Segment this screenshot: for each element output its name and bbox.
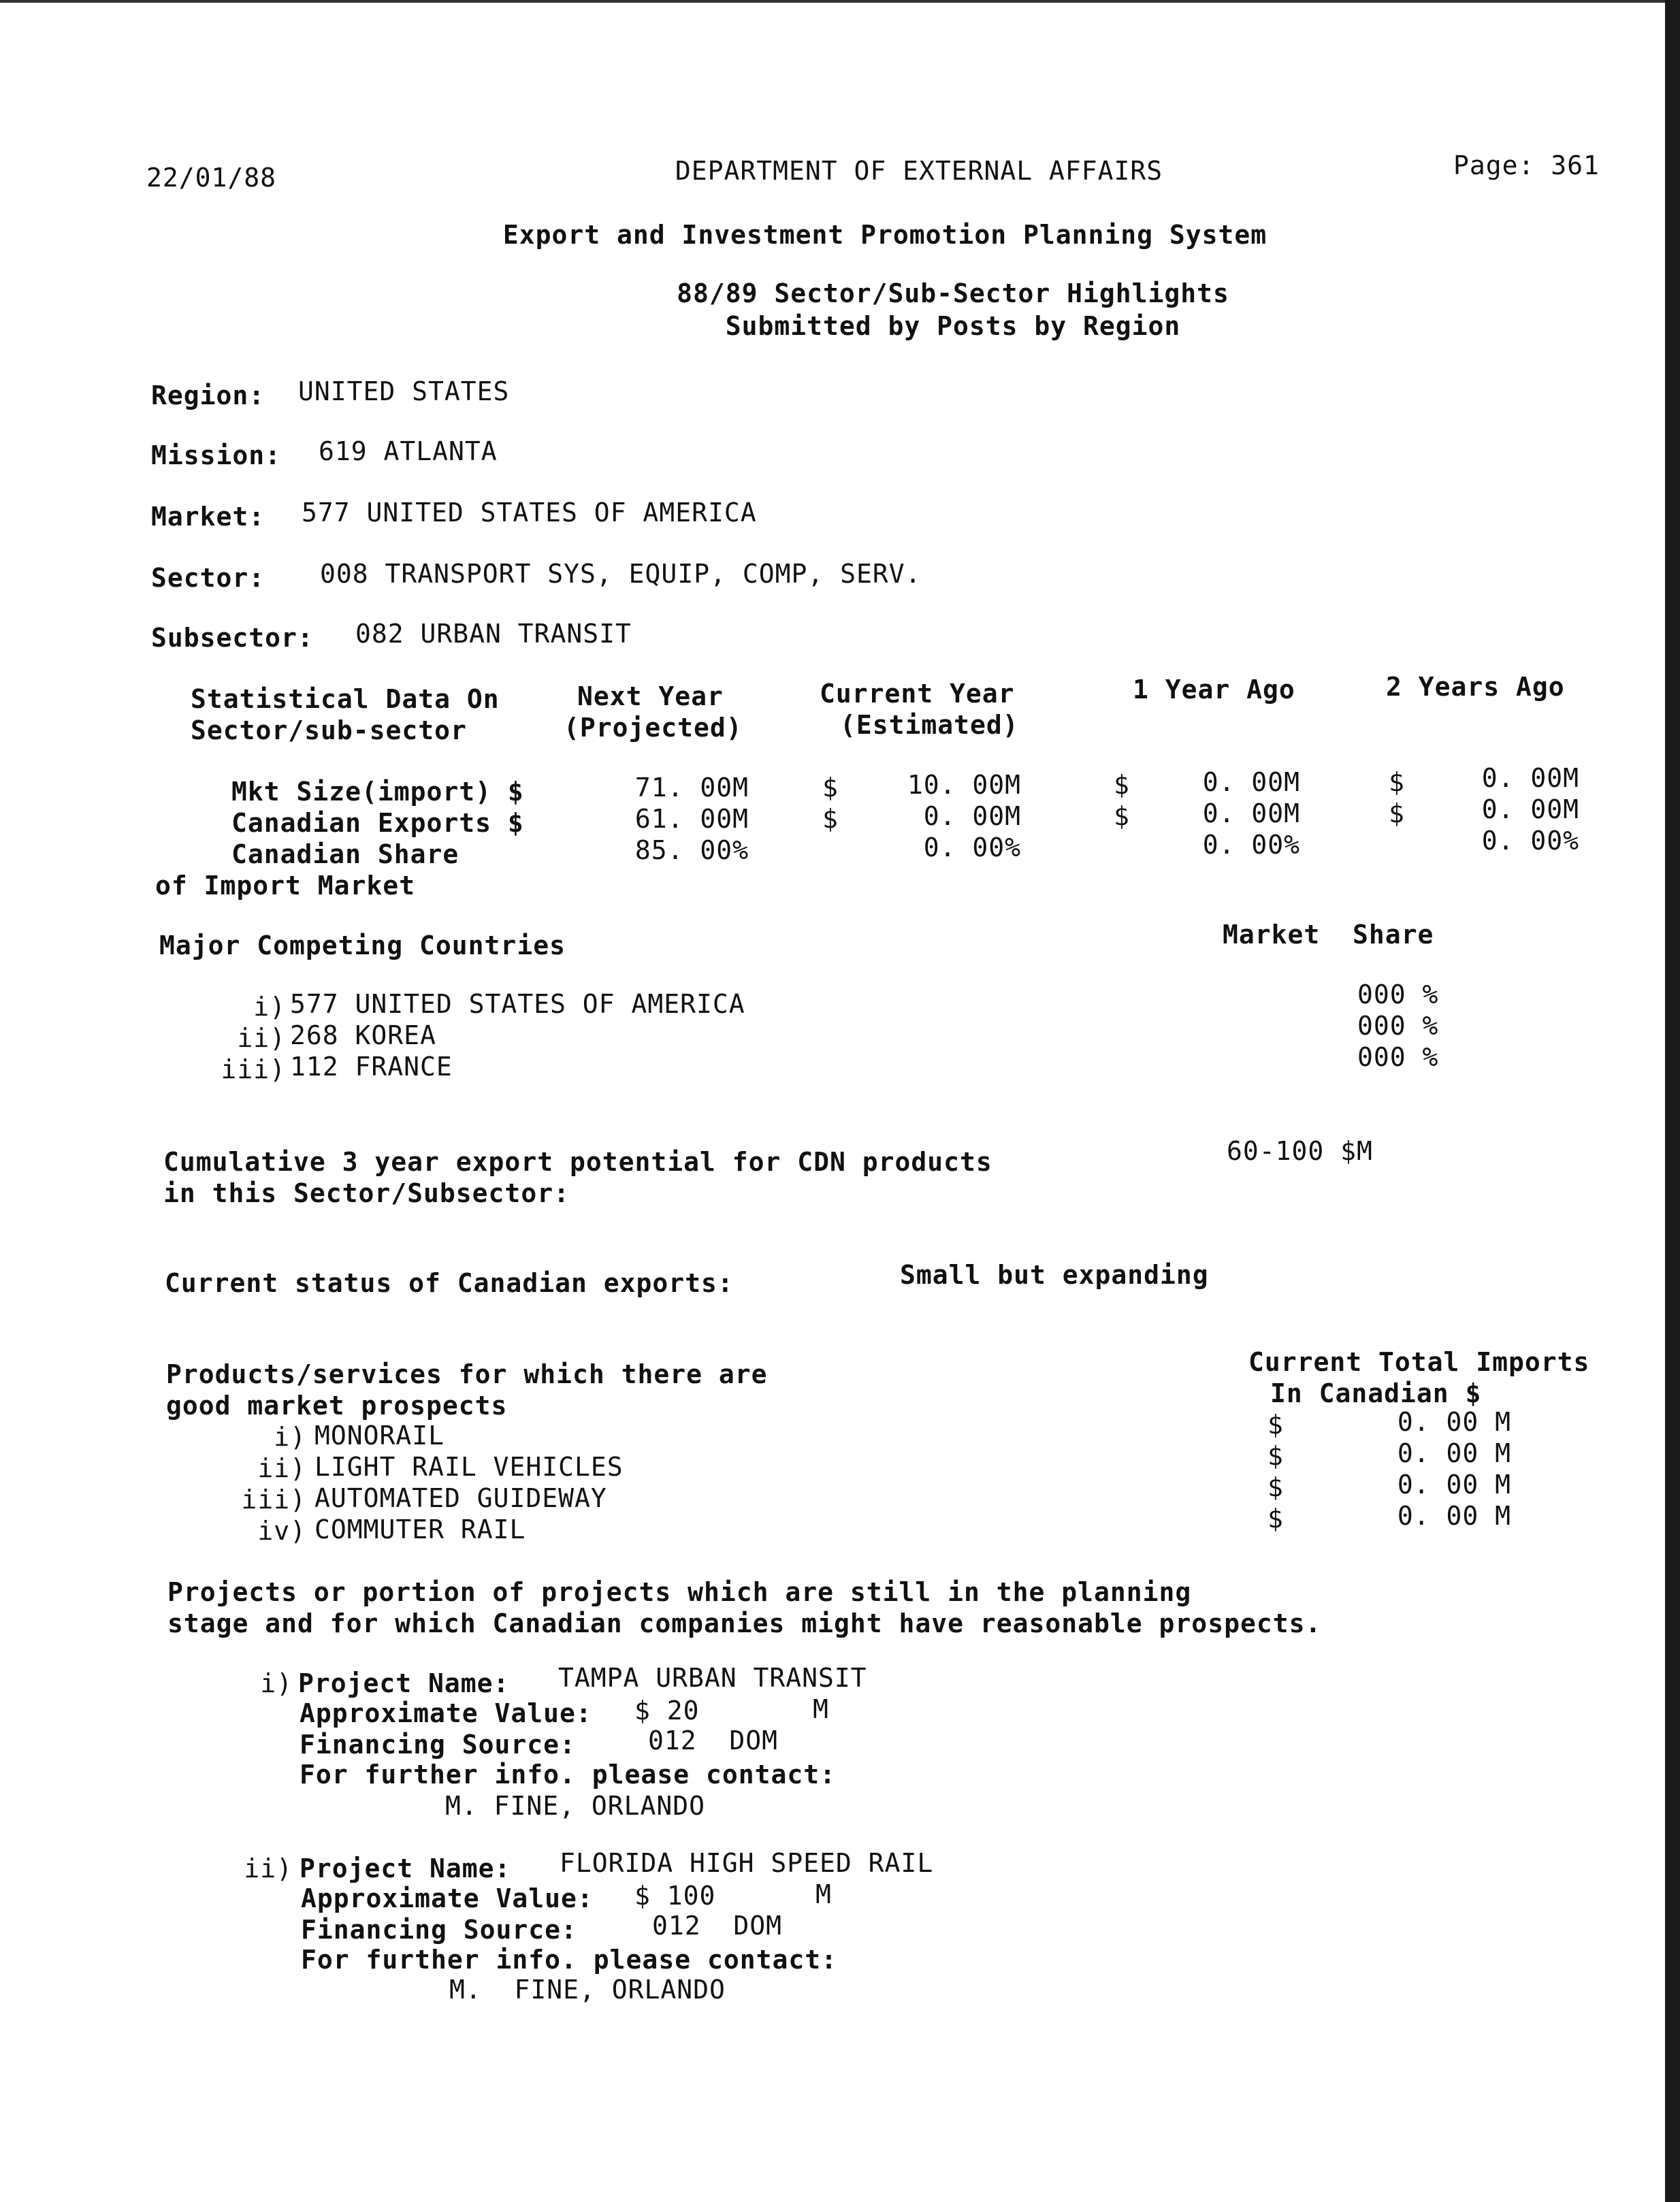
project-contact: M. FINE, ORLANDO: [449, 1975, 726, 2005]
project-number: ii): [244, 1853, 293, 1883]
export-potential-value: 60-100 $M: [1227, 1136, 1373, 1166]
report-subtitle-1: 88/89 Sector/Sub-Sector Highlights: [677, 278, 1229, 308]
projects-intro-line2: stage and for which Canadian companies might have reasonable prospects.: [167, 1608, 1322, 1638]
stats-cell-currency: $: [1114, 770, 1130, 800]
product-import-value: 0. 00 M: [1397, 1470, 1511, 1500]
competitor-name: 268 KOREA: [290, 1020, 436, 1050]
competitor-share: 000 %: [1357, 1011, 1439, 1041]
page-number: Page: 361: [1453, 150, 1600, 180]
project-financing-label: Financing Source:: [301, 1915, 577, 1945]
project-contact-label: For further info. please contact:: [300, 1760, 836, 1790]
mission-label: Mission:: [151, 440, 282, 470]
scan-edge-right: [1665, 0, 1680, 2202]
project-value-label: Approximate Value:: [300, 1698, 592, 1728]
stats-cell-next: 85. 00%: [634, 835, 749, 865]
stats-header-col1-line2: Sector/sub-sector: [191, 715, 467, 745]
stats-cell-1-year-ago: 0. 00M: [1202, 798, 1300, 828]
product-name: AUTOMATED GUIDEWAY: [314, 1483, 607, 1513]
export-potential-label-line2: in this Sector/Subsector:: [163, 1178, 570, 1208]
stats-header-next-year: Next Year: [577, 681, 724, 711]
product-name: LIGHT RAIL VEHICLES: [314, 1452, 624, 1482]
product-currency: $: [1267, 1504, 1284, 1534]
project-contact-label: For further info. please contact:: [301, 1945, 837, 1975]
system-title: Export and Investment Promotion Planning System: [502, 220, 1267, 250]
subsector-label: Subsector:: [151, 623, 314, 653]
product-number: ii): [257, 1453, 306, 1483]
competitor-number: ii): [237, 1023, 286, 1053]
competitors-title: Major Competing Countries: [159, 930, 566, 960]
export-potential-label-line1: Cumulative 3 year export potential for CDN products: [163, 1147, 992, 1177]
stats-cell-currency: $: [1389, 767, 1405, 797]
sector-label: Sector:: [151, 563, 265, 593]
stats-cell-current: 10. 00M: [907, 770, 1021, 800]
competitor-share: 000 %: [1357, 979, 1439, 1009]
product-number: iii): [241, 1485, 306, 1515]
report-date: 22/01/88: [146, 163, 277, 193]
scan-edge-top: [0, 0, 1680, 3]
stats-cell-next: 71. 00M: [634, 773, 749, 803]
current-imports-header-line1: Current Total Imports: [1248, 1347, 1590, 1377]
project-name-label: Project Name:: [298, 1668, 510, 1698]
stats-header-estimated: (Estimated): [840, 710, 1019, 740]
market-share-header: Market Share: [1223, 920, 1434, 950]
project-value: $ 20: [634, 1696, 700, 1726]
stats-cell-currency: $: [1114, 801, 1130, 831]
competitor-name: 112 FRANCE: [290, 1052, 453, 1082]
report-subtitle-2: Submitted by Posts by Region: [725, 311, 1181, 341]
product-import-value: 0. 00 M: [1397, 1438, 1511, 1468]
stats-cell-current: 0. 00%: [923, 832, 1021, 862]
project-name: TAMPA URBAN TRANSIT: [558, 1663, 867, 1693]
product-number: i): [274, 1422, 306, 1452]
stats-cell-2-years-ago: 0. 00M: [1481, 794, 1579, 824]
stats-cell-currency: $: [822, 773, 839, 803]
stats-cell-current: 0. 00M: [923, 801, 1021, 831]
stats-cell-next: 61. 00M: [634, 804, 749, 834]
project-value-unit: M: [813, 1694, 829, 1724]
stats-cell-1-year-ago: 0. 00%: [1202, 830, 1300, 860]
projects-intro-line1: Projects or portion of projects which are still in the planning: [167, 1577, 1192, 1607]
stats-row-label-continued: of Import Market: [155, 871, 416, 901]
project-name-label: Project Name:: [300, 1853, 511, 1883]
stats-row-label: Canadian Exports $: [231, 808, 524, 838]
product-import-value: 0. 00 M: [1397, 1501, 1511, 1531]
subsector-value: 082 URBAN TRANSIT: [355, 619, 632, 649]
stats-cell-currency: $: [822, 804, 839, 834]
competitor-share: 000 %: [1357, 1042, 1439, 1072]
project-value-label: Approximate Value:: [301, 1883, 594, 1913]
product-name: MONORAIL: [314, 1421, 445, 1451]
stats-cell-2-years-ago: 0. 00%: [1481, 826, 1579, 856]
stats-header-projected: (Projected): [564, 713, 743, 743]
project-number: i): [260, 1668, 293, 1698]
export-status-label: Current status of Canadian exports:: [165, 1268, 734, 1298]
project-name: FLORIDA HIGH SPEED RAIL: [560, 1848, 934, 1878]
stats-row-label: Mkt Size(import) $: [231, 777, 524, 807]
project-value: $ 100: [634, 1881, 716, 1911]
stats-header-col1-line1: Statistical Data On: [191, 684, 500, 714]
stats-row-label: Canadian Share: [231, 839, 459, 869]
export-status-value: Small but expanding: [900, 1260, 1209, 1290]
competitor-number: i): [253, 992, 286, 1022]
project-value-unit: M: [815, 1879, 832, 1909]
department-title: DEPARTMENT OF EXTERNAL AFFAIRS: [675, 156, 1163, 186]
mission-value: 619 ATLANTA: [319, 436, 498, 466]
region-label: Region:: [151, 381, 265, 410]
competitor-number: iii): [221, 1054, 286, 1084]
project-contact: M. FINE, ORLANDO: [445, 1791, 706, 1821]
products-label-line1: Products/services for which there are: [166, 1359, 768, 1389]
product-import-value: 0. 00 M: [1397, 1407, 1511, 1437]
product-currency: $: [1267, 1441, 1284, 1471]
current-imports-header-line2: In Canadian $: [1270, 1378, 1482, 1408]
product-currency: $: [1267, 1410, 1284, 1440]
project-financing: 012 DOM: [648, 1726, 779, 1755]
product-name: COMMUTER RAIL: [314, 1515, 526, 1544]
market-label: Market:: [151, 502, 265, 532]
market-value: 577 UNITED STATES OF AMERICA: [302, 498, 757, 528]
product-number: iv): [257, 1516, 306, 1546]
sector-value: 008 TRANSPORT SYS, EQUIP, COMP, SERV.: [320, 559, 922, 589]
stats-header-1-year-ago: 1 Year Ago: [1133, 675, 1295, 705]
project-financing: 012 DOM: [652, 1911, 783, 1941]
product-currency: $: [1267, 1472, 1284, 1502]
project-financing-label: Financing Source:: [300, 1730, 576, 1760]
stats-header-2-years-ago: 2 Years Ago: [1386, 672, 1565, 702]
competitor-name: 577 UNITED STATES OF AMERICA: [290, 989, 745, 1019]
products-label-line2: good market prospects: [166, 1391, 508, 1421]
stats-cell-2-years-ago: 0. 00M: [1481, 763, 1579, 793]
stats-cell-currency: $: [1389, 798, 1405, 828]
stats-cell-1-year-ago: 0. 00M: [1202, 767, 1300, 797]
region-value: UNITED STATES: [298, 376, 510, 406]
stats-header-current-year: Current Year: [820, 679, 1015, 709]
